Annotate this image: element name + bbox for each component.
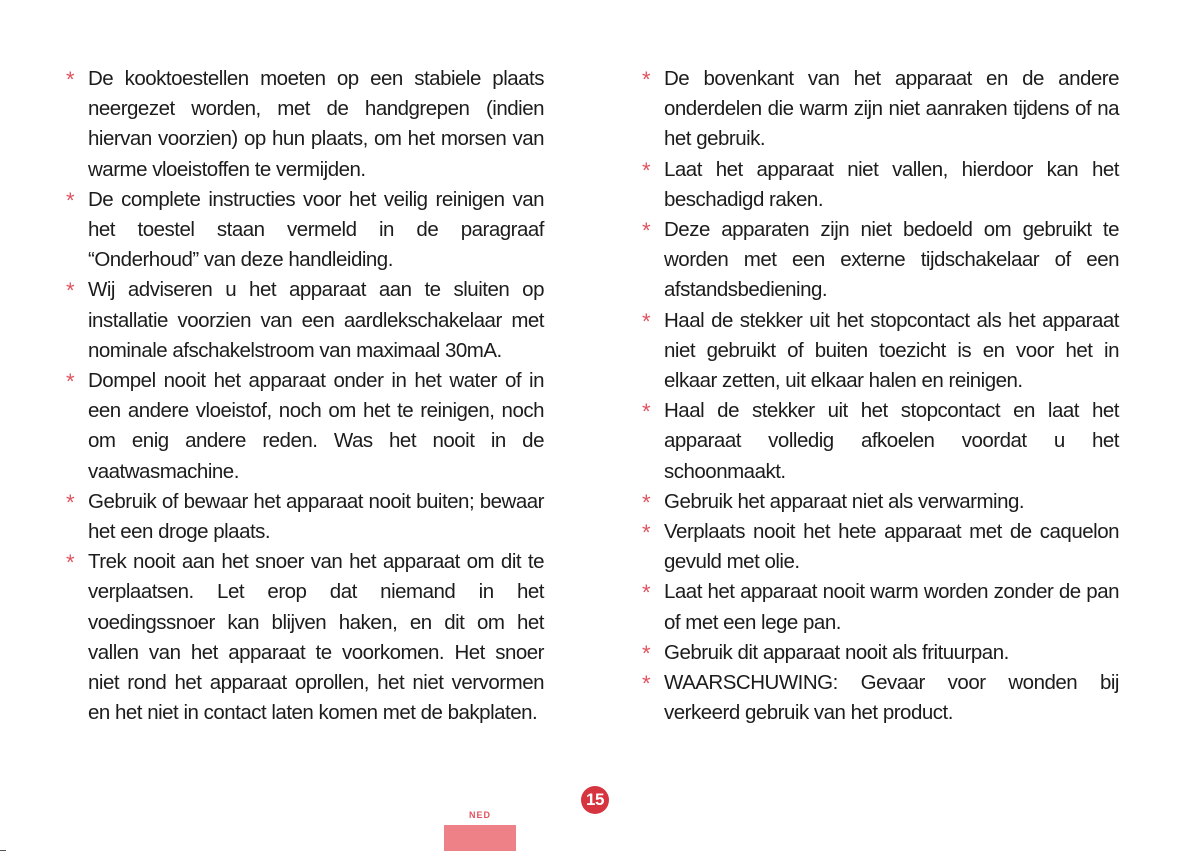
list-item-text: Deze apparaten zijn niet bedoeld om gebruikt te worden met een externe tijdschakelaar of een afstandsbediening. [664, 218, 1119, 302]
list-item [642, 517, 1119, 577]
list-item [66, 185, 544, 276]
list-item-text: Gebruik of bewaar het apparaat nooit buiten; bewaar het een droge plaats. [88, 489, 544, 544]
list-item [642, 215, 1119, 306]
safety-list-left [66, 64, 544, 728]
list-item [66, 487, 544, 547]
list-item-text: De kooktoestellen moeten op een stabiele plaats neergezet worden, met de handgrepen (indien hiervan voorzien) op hun plaats, om het morsen van warme vloeistoffen te vermijden. [88, 67, 544, 181]
list-item-text: Laat het apparaat nooit warm worden zonder de pan of met een lege pan. [664, 580, 1119, 634]
asterisk-bullet-icon: * [642, 399, 651, 425]
list-item-text: Dompel nooit het apparaat onder in het water of in een andere vloeistof, noch om het te reinigen, noch om enig andere reden. Was het nooit in de vaatwasmachine. [88, 369, 544, 483]
safety-list-right [642, 64, 1119, 728]
asterisk-bullet-icon: * [66, 187, 75, 213]
list-item [66, 275, 544, 366]
list-item [642, 396, 1119, 487]
asterisk-bullet-icon: * [66, 278, 75, 304]
right-column [642, 64, 1119, 728]
language-tab [444, 825, 516, 851]
asterisk-bullet-icon: * [642, 580, 651, 606]
list-item [642, 638, 1119, 668]
asterisk-bullet-icon: * [642, 218, 651, 244]
list-item-text: Haal de stekker uit het stopcontact als het apparaat niet gebruikt of buiten toezicht is en voor het in elkaar zetten, uit elkaar halen en reinigen. [664, 308, 1119, 393]
asterisk-bullet-icon: * [642, 671, 651, 697]
list-item [66, 366, 544, 487]
list-item-text: Laat het apparaat niet vallen, hierdoor kan het beschadigd raken. [664, 157, 1119, 211]
asterisk-bullet-icon: * [642, 640, 651, 666]
list-item-text: De complete instructies voor het veilig reinigen van het toestel staan vermeld in de paragraaf “Onderhoud” van deze handleiding. [88, 187, 544, 272]
list-item [642, 64, 1119, 155]
language-label: NED [468, 810, 491, 820]
list-item-text: Verplaats nooit het hete apparaat met de caquelon gevuld met olie. [664, 520, 1119, 574]
list-item-text: WAARSCHUWING: Gevaar voor wonden bij verkeerd gebruik van het product. [664, 671, 1119, 725]
asterisk-bullet-icon: * [642, 157, 651, 183]
list-item [66, 547, 544, 728]
asterisk-bullet-icon: * [66, 550, 75, 576]
list-item-text: De bovenkant van het apparaat en de andere onderdelen die warm zijn niet aanraken tijdens of na het gebruik. [664, 67, 1119, 151]
asterisk-bullet-icon: * [642, 520, 651, 546]
asterisk-bullet-icon: * [66, 489, 75, 515]
list-item-text: Trek nooit aan het snoer van het apparaat om dit te verplaatsen. Let erop dat niemand in het voedingssnoer kan blijven haken, en dit om het vallen van het apparaat te voorkomen. Het snoer niet rond het apparaat oprollen, het niet vervormen en het niet in contact laten komen met de bakplaten. [88, 550, 544, 725]
list-item-text: Gebruik het apparaat niet als verwarming. [664, 489, 1025, 513]
asterisk-bullet-icon: * [642, 489, 651, 515]
asterisk-bullet-icon: * [642, 67, 651, 92]
list-item [66, 64, 544, 185]
left-column [66, 64, 544, 728]
list-item [642, 577, 1119, 637]
page-number-badge: 15 [581, 786, 609, 814]
list-item [642, 155, 1119, 215]
list-item [642, 487, 1119, 517]
list-item [642, 306, 1119, 397]
list-item [642, 668, 1119, 728]
asterisk-bullet-icon: * [642, 308, 651, 334]
asterisk-bullet-icon: * [66, 369, 75, 395]
list-item-text: Wij adviseren u het apparaat aan te sluiten op installatie voorzien van een aardlekschakelaar met nominale afschakelstroom van maximaal 30mA. [88, 278, 544, 362]
asterisk-bullet-icon: * [66, 67, 75, 92]
list-item-text: Haal de stekker uit het stopcontact en laat het apparaat volledig afkoelen voordat u het schoonmaakt. [664, 399, 1119, 483]
list-item-text: Gebruik dit apparaat nooit als frituurpan. [664, 640, 1009, 664]
